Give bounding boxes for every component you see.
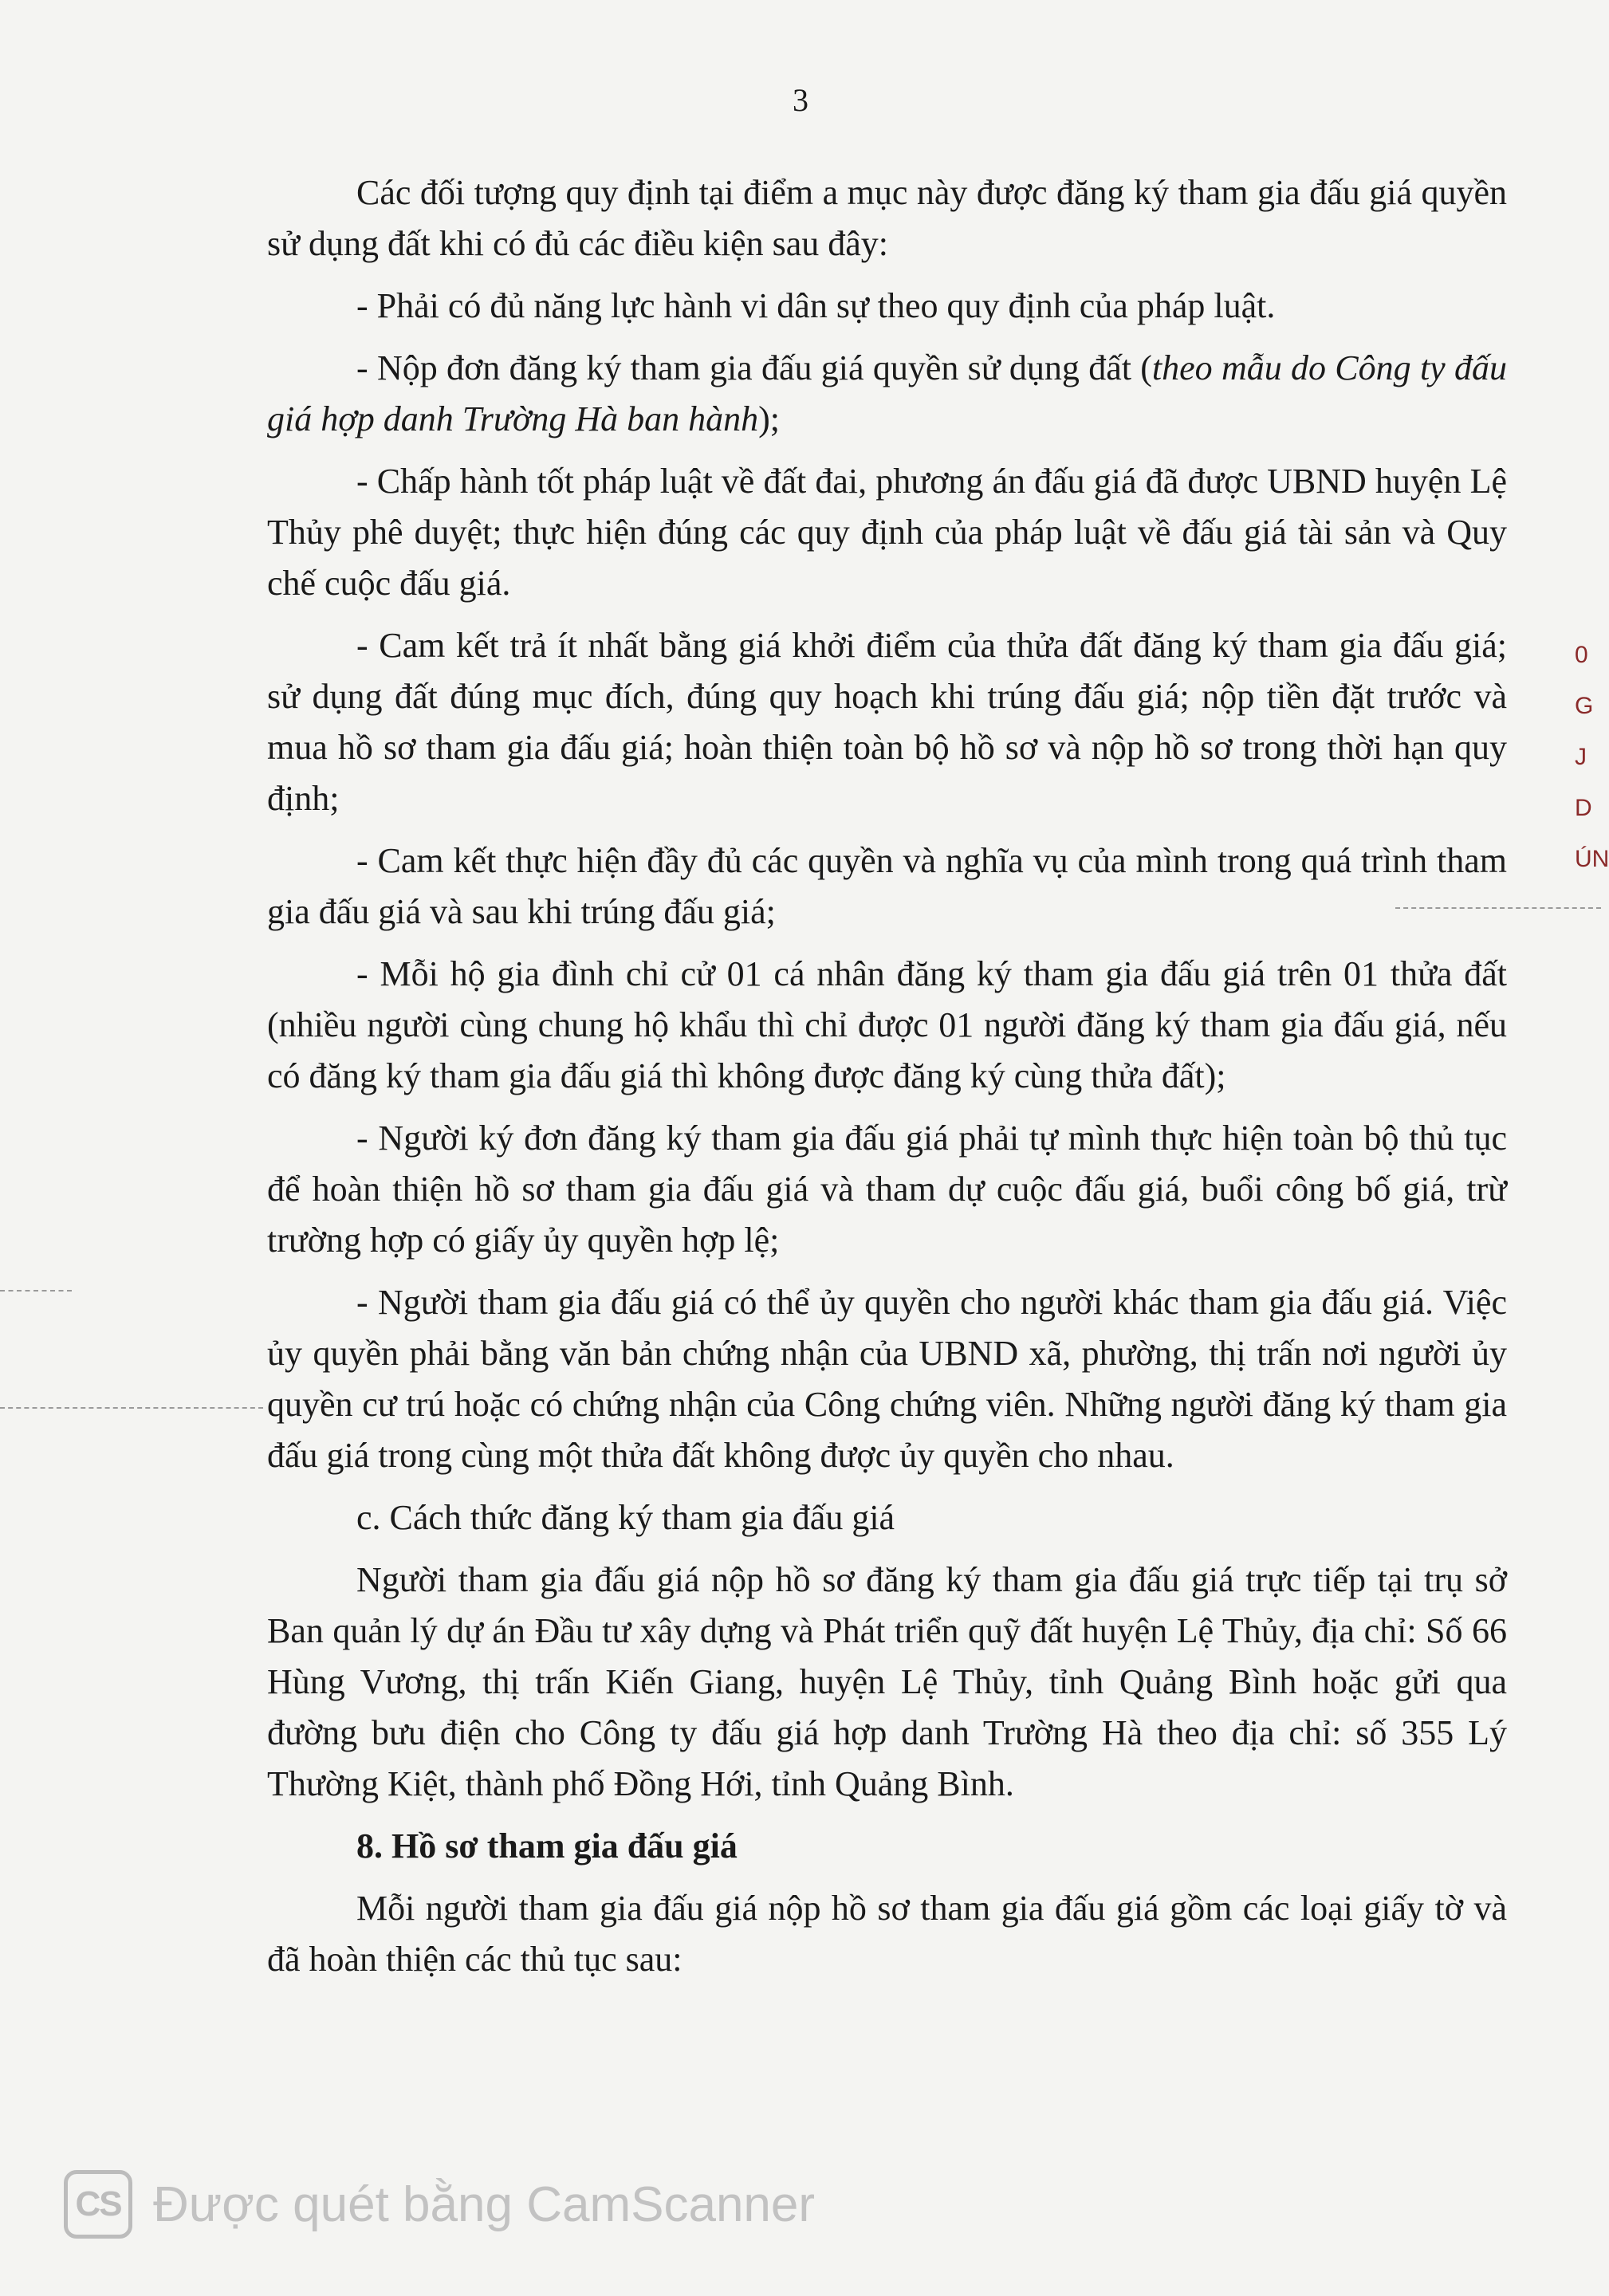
- application-form-note: theo mẫu do Công ty đấu giá hợp danh Trường Hà ban hành: [267, 348, 1507, 438]
- page-number: 3: [793, 82, 808, 118]
- condition-commit-obligations: - Cam kết thực hiện đầy đủ các quyền và nghĩa vụ của mình trong quá trình tham gia đấu giá và sau khi trúng đấu giá;: [267, 841, 1507, 931]
- edge-stamp-fragment: 0 G J D ÚN: [1575, 642, 1609, 872]
- condition-legal-capacity: - Phải có đủ năng lực hành vi dân sự theo quy định của pháp luật.: [356, 286, 1276, 325]
- document-body: [267, 167, 1507, 1985]
- scan-edge-line: [0, 1407, 263, 1409]
- watermark-text: Được quét bằng CamScanner: [153, 2176, 816, 2232]
- paragraph-dossier-intro: Mỗi người tham gia đấu giá nộp hồ sơ tham gia đấu giá gồm các loại giấy tờ và đã hoàn thiện các thủ tục sau:: [267, 1889, 1507, 1979]
- condition-self-procedure: - Người ký đơn đăng ký tham gia đấu giá phải tự mình thực hiện toàn bộ thủ tục để hoàn thiện hồ sơ tham gia đấu giá và tham dự cuộc đấu giá, buổi công bố giá, trừ trường hợp có giấy ủy quyền hợp lệ;: [267, 1119, 1507, 1260]
- subheading-registration-method: c. Cách thức đăng ký tham gia đấu giá: [356, 1498, 895, 1537]
- condition-compliance: - Chấp hành tốt pháp luật về đất đai, phương án đấu giá đã được UBND huyện Lệ Thủy phê duyệt; thực hiện đúng các quy định của pháp luật về đấu giá tài sản và Quy chế cuộc đấu giá.: [267, 462, 1507, 603]
- scan-edge-line: [0, 1290, 72, 1292]
- condition-commit-price: - Cam kết trả ít nhất bằng giá khởi điểm của thửa đất đăng ký tham gia đấu giá; sử dụng đất đúng mục đích, đúng quy hoạch khi trúng đấu giá; nộp tiền đặt trước và mua hồ sơ tham gia đấu giá; hoàn thiện toàn bộ hồ sơ và nộp hồ sơ trong thời hạn quy định;: [267, 626, 1507, 818]
- paragraph-intro: Các đối tượng quy định tại điểm a mục này được đăng ký tham gia đấu giá quyền sử dụng đất khi có đủ các điều kiện sau đây:: [267, 173, 1507, 263]
- condition-application: - Nộp đơn đăng ký tham gia đấu giá quyền sử dụng đất (theo mẫu do Công ty đấu giá hợp danh Trường Hà ban hành);: [267, 348, 1507, 438]
- paragraph-registration-method: Người tham gia đấu giá nộp hồ sơ đăng ký tham gia đấu giá trực tiếp tại trụ sở Ban quản lý dự án Đầu tư xây dựng và Phát triển quỹ đất huyện Lệ Thủy, địa chỉ: Số 66 Hùng Vương, thị trấn Kiến Giang, huyện Lệ Thủy, tỉnh Quảng Bình hoặc gửi qua đường bưu điện cho Công ty đấu giá hợp danh Trường Hà theo địa chỉ: số 355 Lý Thường Kiệt, thành phố Đồng Hới, tỉnh Quảng Bình.: [267, 1560, 1507, 1803]
- camscanner-logo-icon: CS: [64, 2170, 132, 2239]
- condition-one-per-household: - Mỗi hộ gia đình chỉ cử 01 cá nhân đăng ký tham gia đấu giá trên 01 thửa đất (nhiều người cùng chung hộ khẩu thì chỉ được 01 người đăng ký tham gia đấu giá, nếu có đăng ký tham gia đấu giá thì không được đăng ký cùng thửa đất);: [267, 954, 1507, 1095]
- condition-authorization: - Người tham gia đấu giá có thể ủy quyền cho người khác tham gia đấu giá. Việc ủy quyền phải bằng văn bản chứng nhận của UBND xã, phường, thị trấn nơi người ủy quyền cư trú hoặc có chứng nhận của Công chứng viên. Những người đăng ký tham gia đấu giá trong cùng một thửa đất không được ủy quyền cho nhau.: [267, 1283, 1507, 1475]
- scan-edge-line: [1395, 907, 1601, 909]
- camscanner-watermark: [64, 2168, 815, 2240]
- section-heading-8: 8. Hồ sơ tham gia đấu giá: [356, 1826, 738, 1866]
